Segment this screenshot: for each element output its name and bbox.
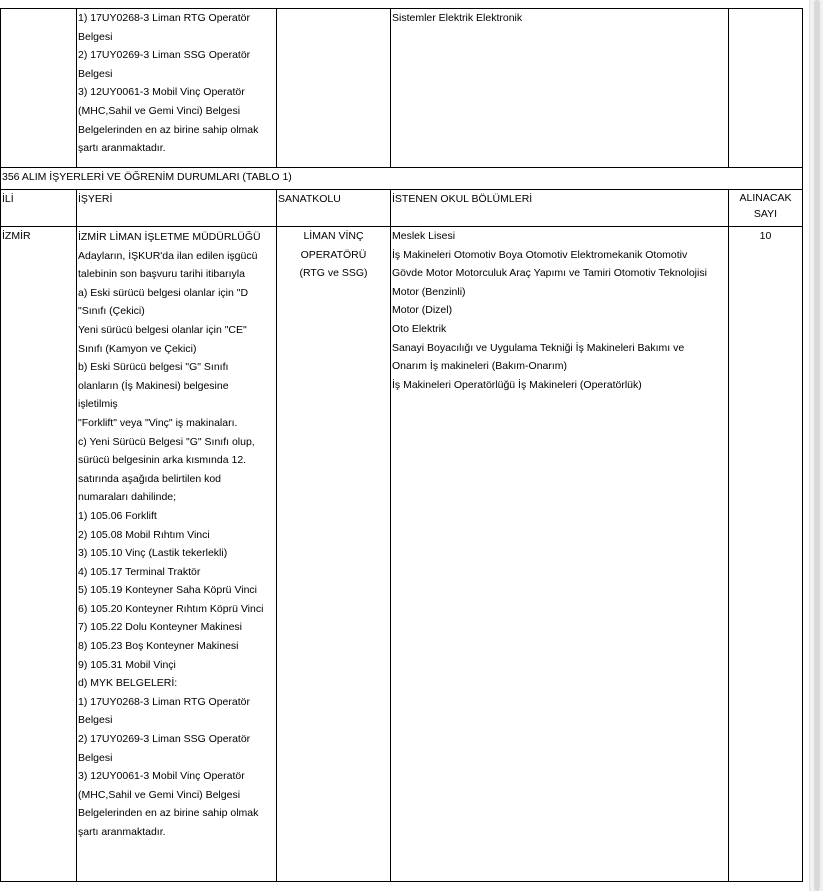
isyeri-line: 8) 105.23 Boş Konteyner Makinesi xyxy=(78,640,239,653)
isyeri-line: şartı aranmaktadır. xyxy=(78,142,166,155)
isyeri-line: 3) 105.10 Vinç (Lastik tekerlekli) xyxy=(78,547,228,560)
sanatkolu-line: LİMAN VİNÇ xyxy=(303,230,364,242)
header-row xyxy=(1,190,803,227)
cell-isyeri-continued xyxy=(77,9,277,168)
header-sayi-line2: SAYI xyxy=(753,208,778,220)
header-sanatkolu: SANATKOLU xyxy=(277,190,391,227)
isyeri-line: olanların (İş Makinesi) belgesine xyxy=(78,379,229,392)
bolumler-line: Motor (Benzinli) xyxy=(392,285,466,298)
header-bolumler: İSTENEN OKUL BÖLÜMLERİ xyxy=(391,190,729,227)
isyeri-line: d) MYK BELGELERİ: xyxy=(78,677,178,690)
isyeri-line: numaraları dahilinde; xyxy=(78,491,177,504)
isyeri-line: Adayların, İŞKUR'da ilan edilen işgücü xyxy=(78,249,258,262)
cell-ili: İZMİR xyxy=(1,227,77,882)
sanatkolu-line: OPERATÖRÜ xyxy=(300,248,367,261)
cell-sanatkolu xyxy=(277,227,391,882)
bolumler-line: Oto Elektrik xyxy=(392,322,447,335)
header-sayi xyxy=(729,190,803,227)
isyeri-line: 1) 17UY0268-3 Liman RTG Operatör xyxy=(78,695,250,708)
isyeri-line: c) Yeni Sürücü Belgesi "G" Sınıfı olup, xyxy=(78,435,255,448)
isyeri-line: Belgelerinden en az birine sahip olmak xyxy=(78,807,259,820)
positions-table xyxy=(0,8,803,882)
table-row xyxy=(1,227,803,882)
bolumler-line: Onarım İş makineleri (Bakım-Onarım) xyxy=(392,360,568,373)
isyeri-line: "Sınıfı (Çekici) xyxy=(78,305,145,318)
section-title-row xyxy=(1,168,803,190)
isyeri-line: Belgesi xyxy=(78,30,113,43)
header-ili: İLİ xyxy=(1,190,77,227)
isyeri-line: sürücü belgesinin arka kısmında 12. xyxy=(78,454,247,467)
isyeri-line: talebinin son başvuru tarihi itibarıyla xyxy=(78,268,245,281)
isyeri-line: 2) 17UY0269-3 Liman SSG Operatör xyxy=(78,733,251,746)
isyeri-line: İZMİR LİMAN İŞLETME MÜDÜRLÜĞÜ xyxy=(78,231,261,243)
isyeri-line: 4) 105.17 Terminal Traktör xyxy=(78,565,201,578)
header-sayi-line1: ALINACAK xyxy=(739,192,792,204)
section-title: 356 ALIM İŞYERLERİ VE ÖĞRENİM DURUMLARI (TABLO 1) xyxy=(1,168,803,190)
header-isyeri: İŞYERİ xyxy=(77,190,277,227)
cell-sayi: 10 xyxy=(729,227,803,882)
isyeri-line: 3) 12UY0061-3 Mobil Vinç Operatör xyxy=(78,86,245,99)
cell-sanatkolu-continued xyxy=(277,9,391,168)
cell-ili-continued xyxy=(1,9,77,168)
table-row-continued xyxy=(1,9,803,168)
isyeri-line: a) Eski sürücü belgesi olanlar için "D xyxy=(78,286,249,299)
bolumler-line: Motor (Dizel) xyxy=(392,304,453,317)
isyeri-line: işletilmiş xyxy=(78,398,118,411)
isyeri-line: 5) 105.19 Konteyner Saha Köprü Vinci xyxy=(78,584,258,597)
cell-sayi-continued xyxy=(729,9,803,168)
isyeri-line: Sınıfı (Kamyon ve Çekici) xyxy=(78,342,197,355)
bolumler-text: Sistemler Elektrik Elektronik xyxy=(392,12,523,24)
isyeri-line: (MHC,Sahil ve Gemi Vinci) Belgesi xyxy=(78,104,241,117)
isyeri-line: 6) 105.20 Konteyner Rıhtım Köprü Vinci xyxy=(78,602,264,615)
isyeri-line: 1) 17UY0268-3 Liman RTG Operatör xyxy=(78,12,250,24)
isyeri-line: Belgesi xyxy=(78,751,113,764)
vertical-scrollbar[interactable] xyxy=(809,0,823,891)
isyeri-line: satırında aşağıda belirtilen kod xyxy=(78,472,222,485)
cell-bolumler xyxy=(391,227,729,882)
isyeri-line: "Forklift" veya "Vinç" iş makinaları. xyxy=(78,416,238,429)
isyeri-line: Belgesi xyxy=(78,67,113,80)
bolumler-line: İş Makineleri Otomotiv Boya Otomotiv Elektromekanik Otomotiv xyxy=(392,248,688,261)
isyeri-line: b) Eski Sürücü belgesi "G" Sınıfı xyxy=(78,361,229,374)
isyeri-line: 7) 105.22 Dolu Konteyner Makinesi xyxy=(78,621,243,634)
bolumler-line: İş Makineleri Operatörlüğü İş Makineleri (Operatörlük) xyxy=(392,378,642,391)
bolumler-line: Sanayi Boyacılığı ve Uygulama Tekniği İş Makineleri Bakımı ve xyxy=(392,341,685,354)
sanatkolu-line: (RTG ve SSG) xyxy=(299,267,368,280)
isyeri-line: şartı aranmaktadır. xyxy=(78,826,166,838)
isyeri-line: Belgelerinden en az birine sahip olmak xyxy=(78,123,259,136)
cell-isyeri xyxy=(77,227,277,882)
isyeri-line: 2) 105.08 Mobil Rıhtım Vinci xyxy=(78,528,210,541)
isyeri-line: 3) 12UY0061-3 Mobil Vinç Operatör xyxy=(78,770,245,783)
isyeri-line: 2) 17UY0269-3 Liman SSG Operatör xyxy=(78,49,251,62)
bolumler-line: Gövde Motor Motorculuk Araç Yapımı ve Tamiri Otomotiv Teknolojisi xyxy=(392,267,707,280)
isyeri-line: Belgesi xyxy=(78,714,113,727)
isyeri-line: 1) 105.06 Forklift xyxy=(78,509,157,522)
scrollbar-thumb[interactable] xyxy=(814,0,820,891)
isyeri-line: (MHC,Sahil ve Gemi Vinci) Belgesi xyxy=(78,788,241,801)
bolumler-line: Meslek Lisesi xyxy=(392,230,456,242)
cell-bolumler-continued xyxy=(391,9,729,168)
isyeri-line: 9) 105.31 Mobil Vinçi xyxy=(78,658,176,671)
isyeri-line: Yeni sürücü belgesi olanlar için "CE" xyxy=(78,323,247,336)
